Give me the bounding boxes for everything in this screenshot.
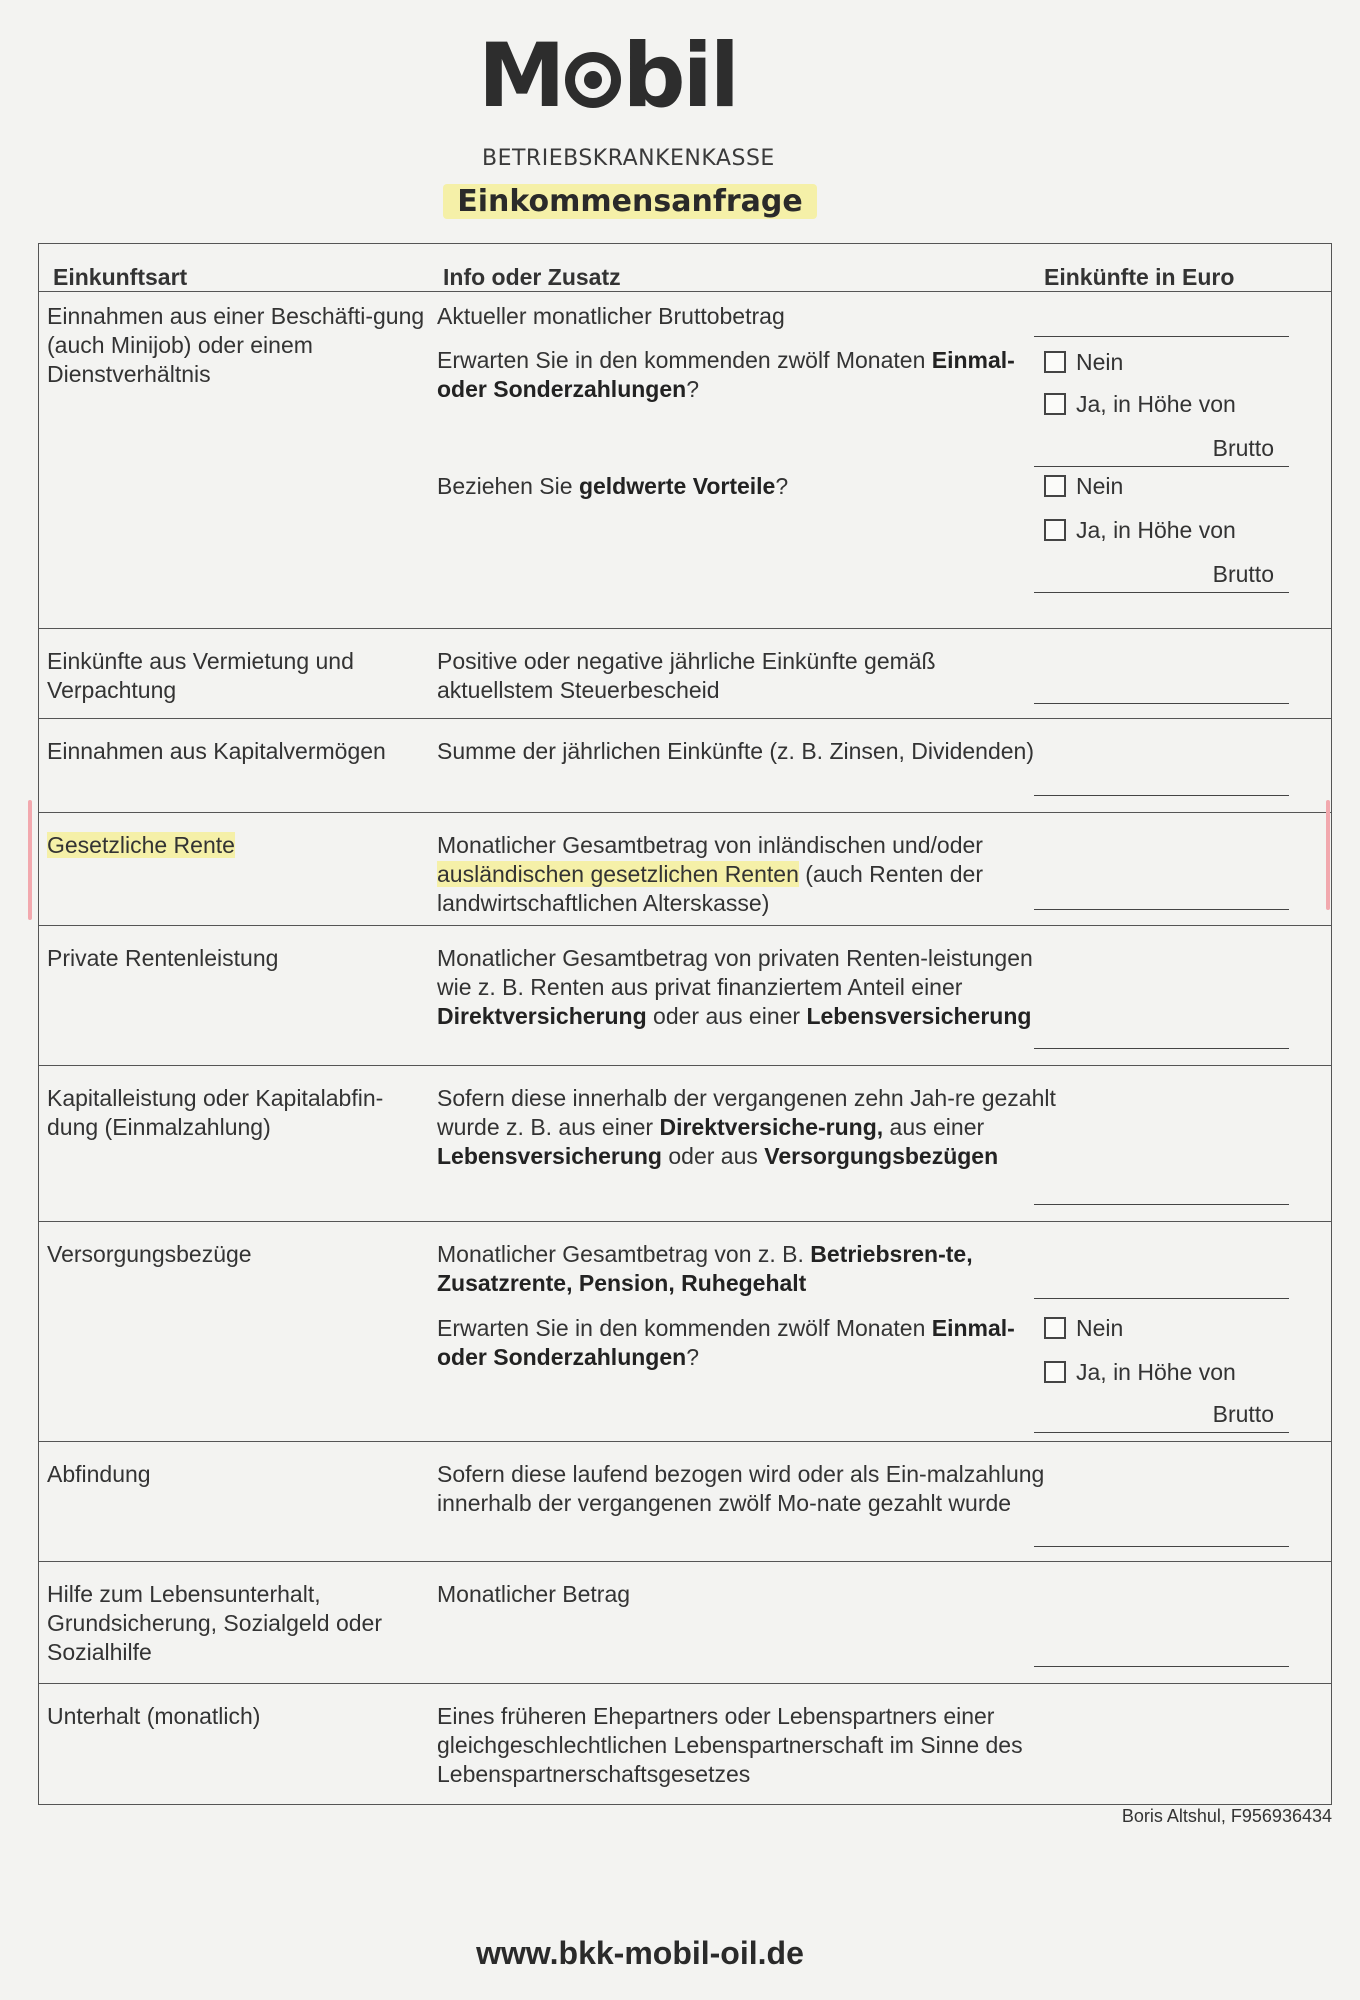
row-info: Eines früheren Ehepartners oder Lebenspartners einer gleichgeschlechtlichen Lebenspartnerschaft im Sinne des Lebenspartnerschaftsgesetzes: [437, 1703, 1023, 1787]
row-info: Monatlicher Gesamtbetrag von inländischen und/oder ausländischen gesetzlichen Renten (auch Renten der landwirtschaftlichen Alterskasse): [437, 832, 983, 916]
row-info-monthly-gross: Aktueller monatlicher Bruttobetrag: [437, 303, 785, 329]
row-info: Summe der jährlichen Einkünfte (z. B. Zinsen, Dividenden): [437, 738, 1035, 764]
income-form-table: [38, 243, 1332, 1805]
checkbox-icon: [1044, 351, 1066, 373]
amount-input-private-pension[interactable]: [1034, 1048, 1289, 1049]
checkbox-pension-special-no[interactable]: Nein: [1044, 1314, 1123, 1343]
website-url: www.bkk-mobil-oil.de: [476, 1935, 804, 1971]
table-row-severance: [39, 1442, 1331, 1562]
row-type-label: Hilfe zum Lebensunterhalt, Grundsicherung, Sozialgeld oder Sozialhilfe: [47, 1581, 382, 1665]
row-type-label: Einnahmen aus Kapitalvermögen: [47, 738, 386, 764]
col-header-amount: Einkünfte in Euro: [1044, 264, 1235, 290]
table-row-capital-payment: [39, 1066, 1331, 1222]
row-info: Sofern diese laufend bezogen wird oder als Ein-malzahlung innerhalb der vergangenen zwölf Mo-nate gezahlt wurde: [437, 1461, 1045, 1516]
margin-mark-right: [1326, 800, 1330, 910]
row-type-label: Unterhalt (monatlich): [47, 1703, 261, 1729]
row-info-monthly-total: Monatlicher Gesamtbetrag von z. B. Betriebsren-te, Zusatzrente, Pension, Ruhegehalt: [437, 1241, 973, 1296]
checkbox-benefits-yes[interactable]: Ja, in Höhe von: [1044, 516, 1236, 545]
checkbox-icon: [1044, 1361, 1066, 1383]
amount-input-benefits[interactable]: [1034, 592, 1289, 593]
checkbox-icon: [1044, 1317, 1066, 1339]
table-row-employment: [39, 292, 1331, 629]
row-info-benefits: Beziehen Sie geldwerte Vorteile?: [437, 473, 789, 499]
reference-number: Boris Altshul, F956936434: [1121, 1806, 1332, 1826]
amount-input-rental[interactable]: [1034, 703, 1289, 704]
row-info: Monatlicher Gesamtbetrag von privaten Renten-leistungen wie z. B. Renten aus privat finanziertem Anteil einer Direktversicherung oder aus einer Lebensversicherung: [437, 945, 1033, 1029]
row-info: Sofern diese innerhalb der vergangenen zehn Jah-re gezahlt wurde z. B. aus einer Direktversiche-rung, aus einer Lebensversicherung oder aus Versorgungsbezügen: [437, 1085, 1056, 1169]
amount-input-special-payments[interactable]: [1034, 466, 1289, 467]
checkbox-benefits-no[interactable]: Nein: [1044, 472, 1123, 501]
table-row-rental: [39, 629, 1331, 719]
row-info: Positive oder negative jährliche Einkünfte gemäß aktuellstem Steuerbescheid: [437, 648, 936, 703]
margin-mark-left: [28, 800, 32, 920]
amount-input-pension-special[interactable]: [1034, 1432, 1289, 1433]
amount-input-capital-payment[interactable]: [1034, 1204, 1289, 1205]
page-title: Einkommensanfrage: [440, 180, 820, 224]
row-info-special-payments: Erwarten Sie in den kommenden zwölf Monaten Einmal- oder Sonderzahlungen?: [437, 347, 1015, 402]
row-type-label: Abfindung: [47, 1461, 151, 1487]
brutto-label: Brutto: [1212, 561, 1274, 587]
checkbox-special-yes[interactable]: Ja, in Höhe von: [1044, 390, 1236, 419]
table-row-statutory-pension: [39, 813, 1331, 926]
mobil-logo: [478, 24, 778, 171]
row-info-special-payments: Erwarten Sie in den kommenden zwölf Monaten Einmal- oder Sonderzahlungen?: [437, 1315, 1015, 1370]
col-header-info: Info oder Zusatz: [443, 264, 621, 290]
brutto-label: Brutto: [1212, 435, 1274, 461]
row-info: Monatlicher Betrag: [437, 1581, 631, 1607]
row-type-label: Versorgungsbezüge: [47, 1241, 252, 1267]
logo-o-icon: [565, 52, 621, 108]
checkbox-icon: [1044, 475, 1066, 497]
table-row-social-aid: [39, 1562, 1331, 1684]
row-type-label: Einkünfte aus Vermietung und Verpachtung: [47, 648, 354, 703]
table-header: [39, 244, 1331, 292]
amount-input-social-aid[interactable]: [1034, 1666, 1289, 1667]
checkbox-special-no[interactable]: Nein: [1044, 348, 1123, 377]
table-row-private-pension: [39, 926, 1331, 1066]
amount-input-statutory-pension[interactable]: [1034, 909, 1289, 910]
amount-input-pension-benefits[interactable]: [1034, 1298, 1289, 1299]
row-type-label: Gesetzliche Rente: [47, 832, 235, 858]
amount-input-monthly-gross[interactable]: [1034, 336, 1289, 337]
brutto-label: Brutto: [1212, 1401, 1274, 1427]
col-header-type: Einkunftsart: [53, 264, 188, 290]
table-row-capital: [39, 719, 1331, 813]
amount-input-capital[interactable]: [1034, 795, 1289, 796]
table-row-alimony: [39, 1684, 1331, 1804]
row-type-label: Kapitalleistung oder Kapitalabfin-dung (Einmalzahlung): [47, 1085, 384, 1140]
logo-subtitle: BETRIEBSKRANKENKASSE: [482, 146, 775, 171]
table-row-pension-benefits: [39, 1222, 1331, 1442]
amount-input-severance[interactable]: [1034, 1546, 1289, 1547]
logo-wordmark: M bil: [478, 24, 737, 127]
checkbox-pension-special-yes[interactable]: Ja, in Höhe von: [1044, 1358, 1236, 1387]
row-type-label: Private Rentenleistung: [47, 945, 279, 971]
row-type-label: Einnahmen aus einer Beschäfti-gung (auch Minijob) oder einem Dienstverhältnis: [47, 303, 425, 387]
checkbox-icon: [1044, 393, 1066, 415]
checkbox-icon: [1044, 519, 1066, 541]
